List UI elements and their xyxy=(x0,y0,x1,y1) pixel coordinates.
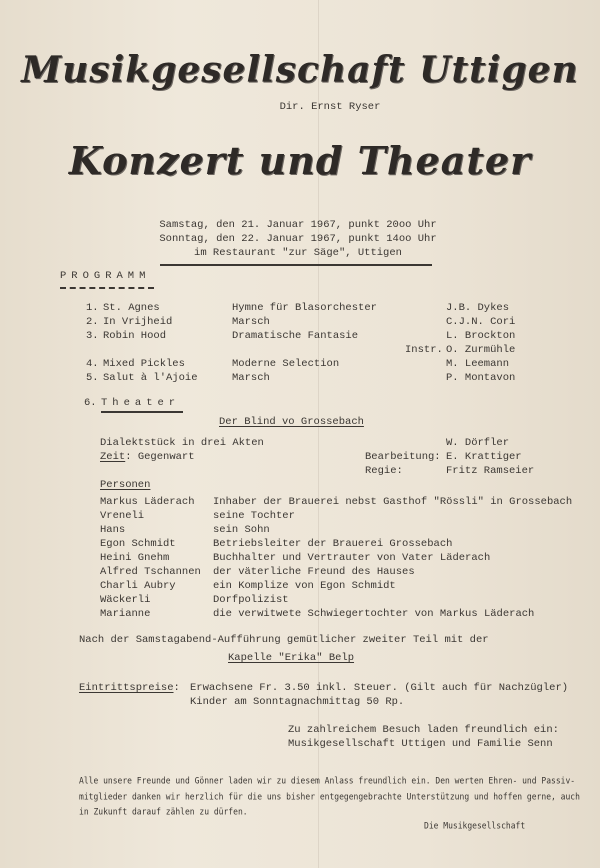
program-title: Salut à l'Ajoie xyxy=(103,372,198,384)
cast-role: Dorfpolizist xyxy=(213,594,289,606)
program-title: Mixed Pickles xyxy=(103,358,185,370)
society-title: Musikgesellschaft Uttigen xyxy=(21,49,579,91)
cast-role: Inhaber der Brauerei nebst Gasthof "Rössli" in Grossebach xyxy=(213,496,573,508)
date-saturday: Samstag, den 21. Januar 1967, punkt 20oo Uhr xyxy=(159,219,437,231)
invitation-line: Zu zahlreichem Besuch laden freundlich ein: xyxy=(288,724,559,736)
cast-name: Alfred Tschannen xyxy=(100,566,201,578)
cast-name: Egon Schmidt xyxy=(100,538,176,550)
bearbeitung-label: Bearbeitung: xyxy=(365,451,441,463)
prices-label: Eintrittspreise xyxy=(79,682,174,694)
program-type: Marsch xyxy=(232,372,270,384)
program-composer: J.B. Dykes xyxy=(446,302,510,314)
program-type: Moderne Selection xyxy=(232,358,340,370)
prices-label-line xyxy=(79,682,180,695)
footer-line: in Zukunft darauf zählen zu dürfen. xyxy=(79,806,248,817)
cast-role: der väterliche Freund des Hauses xyxy=(213,566,415,578)
program-type: Marsch xyxy=(232,316,270,328)
program-no: 2. xyxy=(86,316,99,328)
program-composer: L. Brockton xyxy=(446,330,516,342)
bearbeitung-value: E. Krattiger xyxy=(446,451,522,463)
after-show-text: Nach der Samstagabend-Aufführung gemütlicher zweiter Teil mit der xyxy=(79,634,489,646)
header-rule xyxy=(160,264,432,266)
program-no: 1. xyxy=(86,302,99,314)
band-name: Kapelle "Erika" Belp xyxy=(228,652,355,664)
zeit-label: Zeit xyxy=(100,451,126,463)
theater-underline xyxy=(101,411,183,413)
cast-role: seine Tochter xyxy=(213,510,295,522)
theater-heading: Theater xyxy=(101,397,181,409)
program-composer: O. Zurmühle xyxy=(446,344,516,356)
theater-no: 6. xyxy=(84,397,97,409)
footer-line: Alle unsere Freunde und Gönner laden wir zu diesem Anlass freundlich ein. Den werten Ehren- und Passiv- xyxy=(79,775,576,786)
program-type: Hymne für Blasorchester xyxy=(232,302,377,314)
footer-line: mitglieder danken wir herzlich für die uns bisher entgegengebrachte Unterstützung und hoffen gerne, auch xyxy=(79,791,580,802)
price-adults: Erwachsene Fr. 3.50 inkl. Steuer. (Gilt auch für Nachzügler) xyxy=(190,682,569,694)
invitation-signers: Musikgesellschaft Uttigen und Familie Senn xyxy=(288,738,553,750)
venue: im Restaurant "zur Säge", Uttigen xyxy=(194,247,402,259)
cast-name: Vreneli xyxy=(100,510,145,522)
cast-name: Marianne xyxy=(100,608,151,620)
director: Dir. Ernst Ryser xyxy=(279,101,381,113)
program-composer: M. Leemann xyxy=(446,358,510,370)
cast-role: Betriebsleiter der Brauerei Grossebach xyxy=(213,538,453,550)
cast-name: Markus Läderach xyxy=(100,496,195,508)
program-title: In Vrijheid xyxy=(103,316,173,328)
program-composer: P. Montavon xyxy=(446,372,516,384)
cast-name: Heini Gnehm xyxy=(100,552,170,564)
zeit-value: : Gegenwart xyxy=(125,451,195,463)
cast-name: Charli Aubry xyxy=(100,580,176,592)
cast-role: sein Sohn xyxy=(213,524,270,536)
play-genre: Dialektstück in drei Akten xyxy=(100,437,264,449)
price-children: Kinder am Sonntagnachmittag 50 Rp. xyxy=(190,696,405,708)
program-title: St. Agnes xyxy=(103,302,160,314)
cast-name: Hans xyxy=(100,524,126,536)
program-type: Dramatische Fantasie xyxy=(232,330,359,342)
footer-signature: Die Musikgesellschaft xyxy=(424,820,526,831)
cast-role: ein Komplize von Egon Schmidt xyxy=(213,580,396,592)
personen-heading: Personen xyxy=(100,479,151,491)
zeit-line xyxy=(100,451,195,464)
program-no: 5. xyxy=(86,372,99,384)
play-title: Der Blind vo Grossebach xyxy=(219,416,364,428)
play-author: W. Dörfler xyxy=(446,437,510,449)
regie-label: Regie: xyxy=(365,465,403,477)
cast-role: die verwitwete Schwiegertochter von Markus Läderach xyxy=(213,608,535,620)
date-sunday: Sonntag, den 22. Januar 1967, punkt 14oo Uhr xyxy=(159,233,437,245)
program-no: 3. xyxy=(86,330,99,342)
arranger-prefix: Instr. xyxy=(405,344,443,356)
programm-underline xyxy=(60,287,154,289)
regie-value: Fritz Ramseier xyxy=(446,465,535,477)
programm-heading: PROGRAMM xyxy=(60,270,151,282)
event-title: Konzert und Theater xyxy=(68,138,532,183)
program-no: 4. xyxy=(86,358,99,370)
cast-name: Wäckerli xyxy=(100,594,151,606)
program-composer: C.J.N. Cori xyxy=(446,316,516,328)
program-title: Robin Hood xyxy=(103,330,167,342)
prices-colon: : xyxy=(173,682,180,694)
cast-role: Buchhalter und Vertrauter von Vater Läderach xyxy=(213,552,491,564)
